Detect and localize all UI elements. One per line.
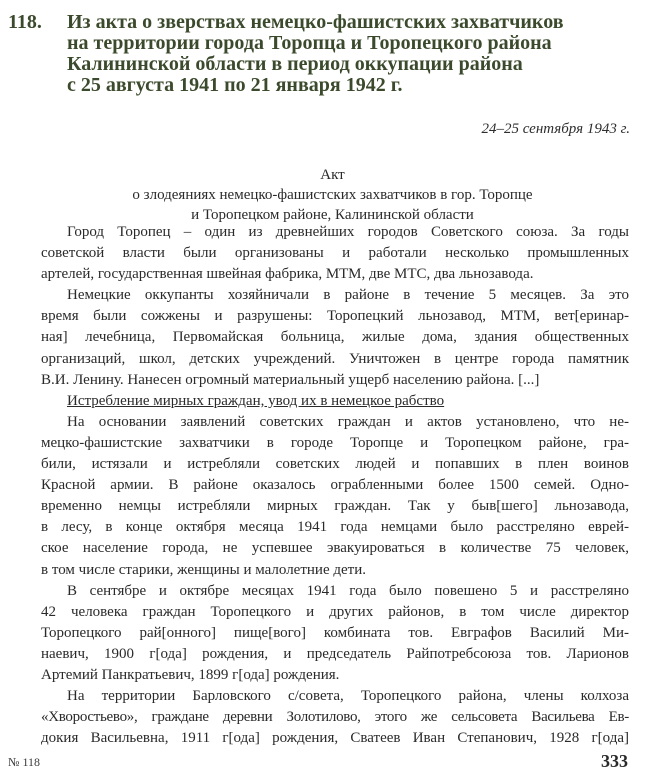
paragraph [41, 222, 629, 285]
section-heading: Истребление мирных граждан, увод их в немецкое рабство [67, 392, 445, 409]
text-line: временно немцы истребляли мирных граждан. Так у быв[шего] льнозавода, [41, 498, 629, 515]
act-title: Акт [320, 167, 345, 183]
section-heading-block [41, 391, 629, 412]
text-line: мецко-фашистские захватчики в городе Торопце и Торопецком районе, гра- [41, 434, 629, 451]
title-line: с 25 августа 1941 по 21 января 1942 г. [67, 74, 403, 96]
text-line: Торопецкого рай[онного] пище[вого] комбината тов. Евграфов Василий Ми- [41, 624, 629, 641]
document-date: 24–25 сентября 1943 г. [481, 121, 630, 137]
document-title [67, 12, 627, 96]
text-line: На территории Барловского с/совета, Торопецкого района, члены колхоза [67, 688, 629, 705]
text-line: В сентябре и октябре месяцах 1941 года было повешено 5 и расстреляно [67, 582, 629, 599]
paragraph [41, 686, 629, 749]
text-line: советской власти были организованы и работали несколько промышленных [41, 245, 629, 262]
document-body [41, 222, 629, 749]
paragraph [41, 581, 629, 686]
text-line: 42 человека граждан Торопецкого и других районов, в том числе директор [41, 603, 629, 620]
text-line: В.И. Ленину. Нанесен огромный материальный ущерб населению района. [...] [41, 371, 540, 388]
text-line: в лесу, в конце октября месяца 1941 года немцами было расстреляно еврей- [41, 519, 629, 536]
text-line: «Хворостьево», граждане деревни Золотилово, этого же сельсовета Васильева Ев- [41, 709, 629, 726]
footer-document-number: № 118 [8, 755, 41, 769]
act-subtitle-line: и Торопецком районе, Калининской области [191, 207, 474, 223]
text-line: Город Торопец – один из древнейших городов Советского союза. За годы [67, 224, 629, 240]
title-line: Из акта о зверствах немецко-фашистских захватчиков [67, 11, 564, 33]
text-line: На основании заявлений советских граждан и актов установлено, что не- [67, 413, 629, 430]
text-line: ная] лечебница, Первомайская больница, жилые дома, здания общественных [41, 329, 629, 346]
paragraph [41, 412, 629, 581]
text-line: в том числе старики, женщины и малолетние дети. [41, 561, 366, 578]
text-line: Немецкие оккупанты хозяйничали в районе в течение 5 месяцев. За это [67, 287, 629, 304]
text-line: Артемий Панкратьевич, 1899 г[ода] рождения. [41, 666, 340, 683]
paragraph [41, 285, 629, 390]
title-line: Калининской области в период оккупации района [67, 53, 523, 75]
text-line: организаций, школ, детских учреждений. Уничтожен в центре города памятник [41, 350, 629, 367]
title-line: на территории города Торопца и Торопецкого района [67, 32, 552, 54]
text-line: ское население города, не успевшее эвакуироваться в количестве 75 человек, [41, 540, 629, 557]
act-subtitle-line: о злодеяниях немецко-фашистских захватчиков в гор. Торопце [132, 187, 533, 203]
text-line: артелей, государственная швейная фабрика, МТМ, две МТС, два льнозавода. [41, 266, 534, 283]
text-line: били, истязали и истребляли советских людей и попавших в плен воинов [41, 456, 629, 473]
text-line: наевич, 1900 г[ода] рождения, и председатель Райпотребсоюза тов. Ларионов [41, 645, 629, 662]
text-line: Красной армии. В районе оказалось ограбленными более 1500 семей. Одно- [41, 477, 629, 494]
page-number: 333 [601, 751, 628, 771]
text-line: докия Васильевна, 1911 г[ода] рождения, Сватеев Иван Степанович, 1928 г[ода] [41, 730, 629, 747]
text-line: время были сожжены и разрушены: Торопецкий льнозавод, МТМ, вет[еринар- [41, 308, 629, 325]
document-number: 118. [8, 11, 42, 33]
